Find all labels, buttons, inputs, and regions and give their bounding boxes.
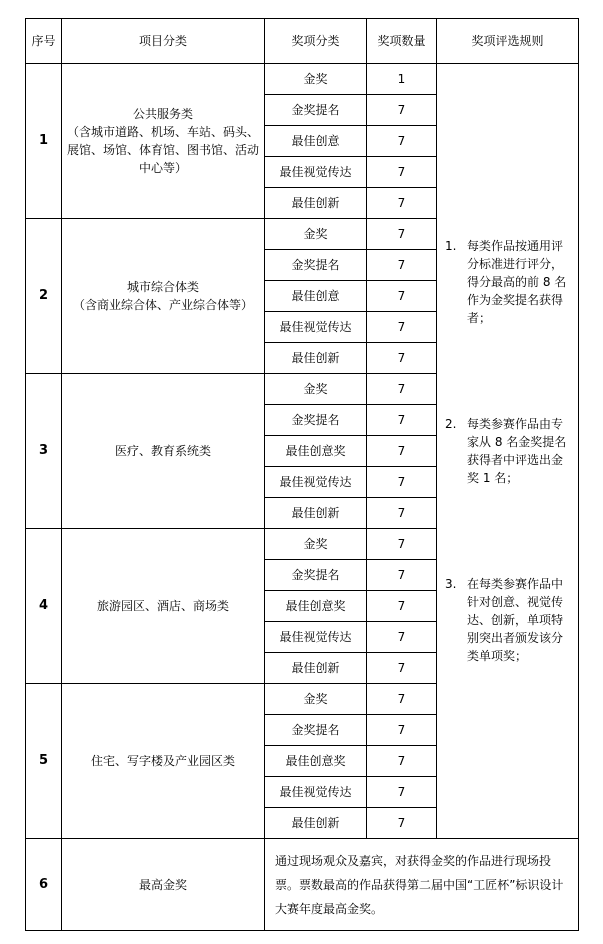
award-count-cell: 7 — [367, 777, 437, 808]
award-name-cell: 金奖提名 — [265, 250, 367, 281]
header-award-type: 奖项分类 — [265, 19, 367, 64]
award-count-cell: 7 — [367, 467, 437, 498]
award-count-cell: 7 — [367, 808, 437, 839]
seq-cell: 5 — [26, 684, 62, 839]
award-name-cell: 最佳创新 — [265, 498, 367, 529]
header-award-count: 奖项数量 — [367, 19, 437, 64]
category-line: 城市综合体类 — [126, 280, 199, 294]
award-name-cell: 最佳创意 — [265, 281, 367, 312]
category-line: 展馆、场馆、体育馆、图书馆、活动 — [66, 143, 259, 157]
header-rules: 奖项评选规则 — [437, 19, 579, 64]
award-name-cell: 最佳视觉传达 — [265, 622, 367, 653]
award-count-cell: 7 — [367, 436, 437, 467]
award-count-cell: 7 — [367, 250, 437, 281]
rule-number: 3. — [445, 577, 457, 591]
award-name-cell: 金奖提名 — [265, 715, 367, 746]
award-count-cell: 7 — [367, 374, 437, 405]
rule-text: 每类作品按通用评分标准进行评分，得分最高的前 8 名作为金奖提名获得者； — [467, 239, 567, 325]
category-line: 住宅、写字楼及产业园区类 — [90, 754, 235, 768]
final-row — [26, 839, 579, 931]
award-name-cell: 金奖 — [265, 529, 367, 560]
category-cell — [62, 374, 265, 529]
awards-table — [25, 18, 579, 931]
award-count-cell: 1 — [367, 64, 437, 95]
rule-item — [445, 237, 568, 327]
rule-item — [445, 415, 568, 487]
category-cell: 最高金奖 — [62, 839, 265, 931]
rule-text: 每类参赛作品由专家从 8 名金奖提名获得者中评选出金奖 1 名； — [467, 417, 567, 485]
award-name-cell: 最佳创新 — [265, 653, 367, 684]
award-count-cell: 7 — [367, 343, 437, 374]
award-count-cell: 7 — [367, 312, 437, 343]
award-count-cell: 7 — [367, 653, 437, 684]
award-name-cell: 最佳创新 — [265, 343, 367, 374]
award-name-cell: 最佳创意奖 — [265, 436, 367, 467]
seq-cell: 3 — [26, 374, 62, 529]
seq-cell: 1 — [26, 64, 62, 219]
award-count-cell: 7 — [367, 126, 437, 157]
category-line: 公共服务类 — [132, 107, 193, 121]
category-line: 医疗、教育系统类 — [114, 444, 211, 458]
header-seq: 序号 — [26, 19, 62, 64]
award-count-cell: 7 — [367, 219, 437, 250]
award-count-cell: 7 — [367, 684, 437, 715]
seq-cell: 6 — [26, 839, 62, 931]
table-header-row — [26, 19, 579, 64]
final-rule-cell: 通过现场观众及嘉宾，对获得金奖的作品进行现场投票。票数最高的作品获得第二届中国“工匠杯”标识设计大赛年度最高金奖。 — [265, 839, 579, 931]
rule-item — [445, 575, 568, 665]
rule-text: 在每类参赛作品中针对创意、视觉传达、创新，单项特别突出者颁发该分类单项奖； — [467, 577, 564, 663]
seq-cell: 4 — [26, 529, 62, 684]
category-cell — [62, 219, 265, 374]
award-name-cell: 最佳视觉传达 — [265, 312, 367, 343]
category-line: 中心等） — [138, 161, 187, 175]
award-count-cell: 7 — [367, 591, 437, 622]
seq-cell: 2 — [26, 219, 62, 374]
category-line: （含商业综合体、产业综合体等） — [72, 298, 253, 312]
award-count-cell: 7 — [367, 95, 437, 126]
award-count-cell: 7 — [367, 281, 437, 312]
rules-cell — [437, 64, 579, 839]
award-name-cell: 最佳创新 — [265, 188, 367, 219]
category-cell — [62, 64, 265, 219]
category-line: （含城市道路、机场、车站、码头、 — [66, 125, 259, 139]
award-name-cell: 最佳创意奖 — [265, 746, 367, 777]
award-count-cell: 7 — [367, 498, 437, 529]
award-name-cell: 金奖提名 — [265, 560, 367, 591]
award-name-cell: 金奖 — [265, 684, 367, 715]
award-count-cell: 7 — [367, 529, 437, 560]
award-count-cell: 7 — [367, 405, 437, 436]
award-count-cell: 7 — [367, 560, 437, 591]
award-count-cell: 7 — [367, 157, 437, 188]
award-name-cell: 最佳视觉传达 — [265, 777, 367, 808]
award-count-cell: 7 — [367, 188, 437, 219]
award-name-cell: 最佳视觉传达 — [265, 157, 367, 188]
award-name-cell: 最佳创意 — [265, 126, 367, 157]
award-name-cell: 金奖提名 — [265, 95, 367, 126]
award-count-cell: 7 — [367, 622, 437, 653]
award-name-cell: 金奖 — [265, 64, 367, 95]
award-count-cell: 7 — [367, 715, 437, 746]
award-count-cell: 7 — [367, 746, 437, 777]
award-name-cell: 最佳视觉传达 — [265, 467, 367, 498]
award-name-cell: 金奖 — [265, 374, 367, 405]
table-row — [26, 64, 579, 95]
category-cell — [62, 529, 265, 684]
category-line: 旅游园区、酒店、商场类 — [96, 599, 229, 613]
rule-number: 1. — [445, 239, 457, 253]
rule-number: 2. — [445, 417, 457, 431]
category-cell — [62, 684, 265, 839]
header-category: 项目分类 — [62, 19, 265, 64]
award-name-cell: 最佳创新 — [265, 808, 367, 839]
award-name-cell: 最佳创意奖 — [265, 591, 367, 622]
award-name-cell: 金奖 — [265, 219, 367, 250]
award-name-cell: 金奖提名 — [265, 405, 367, 436]
